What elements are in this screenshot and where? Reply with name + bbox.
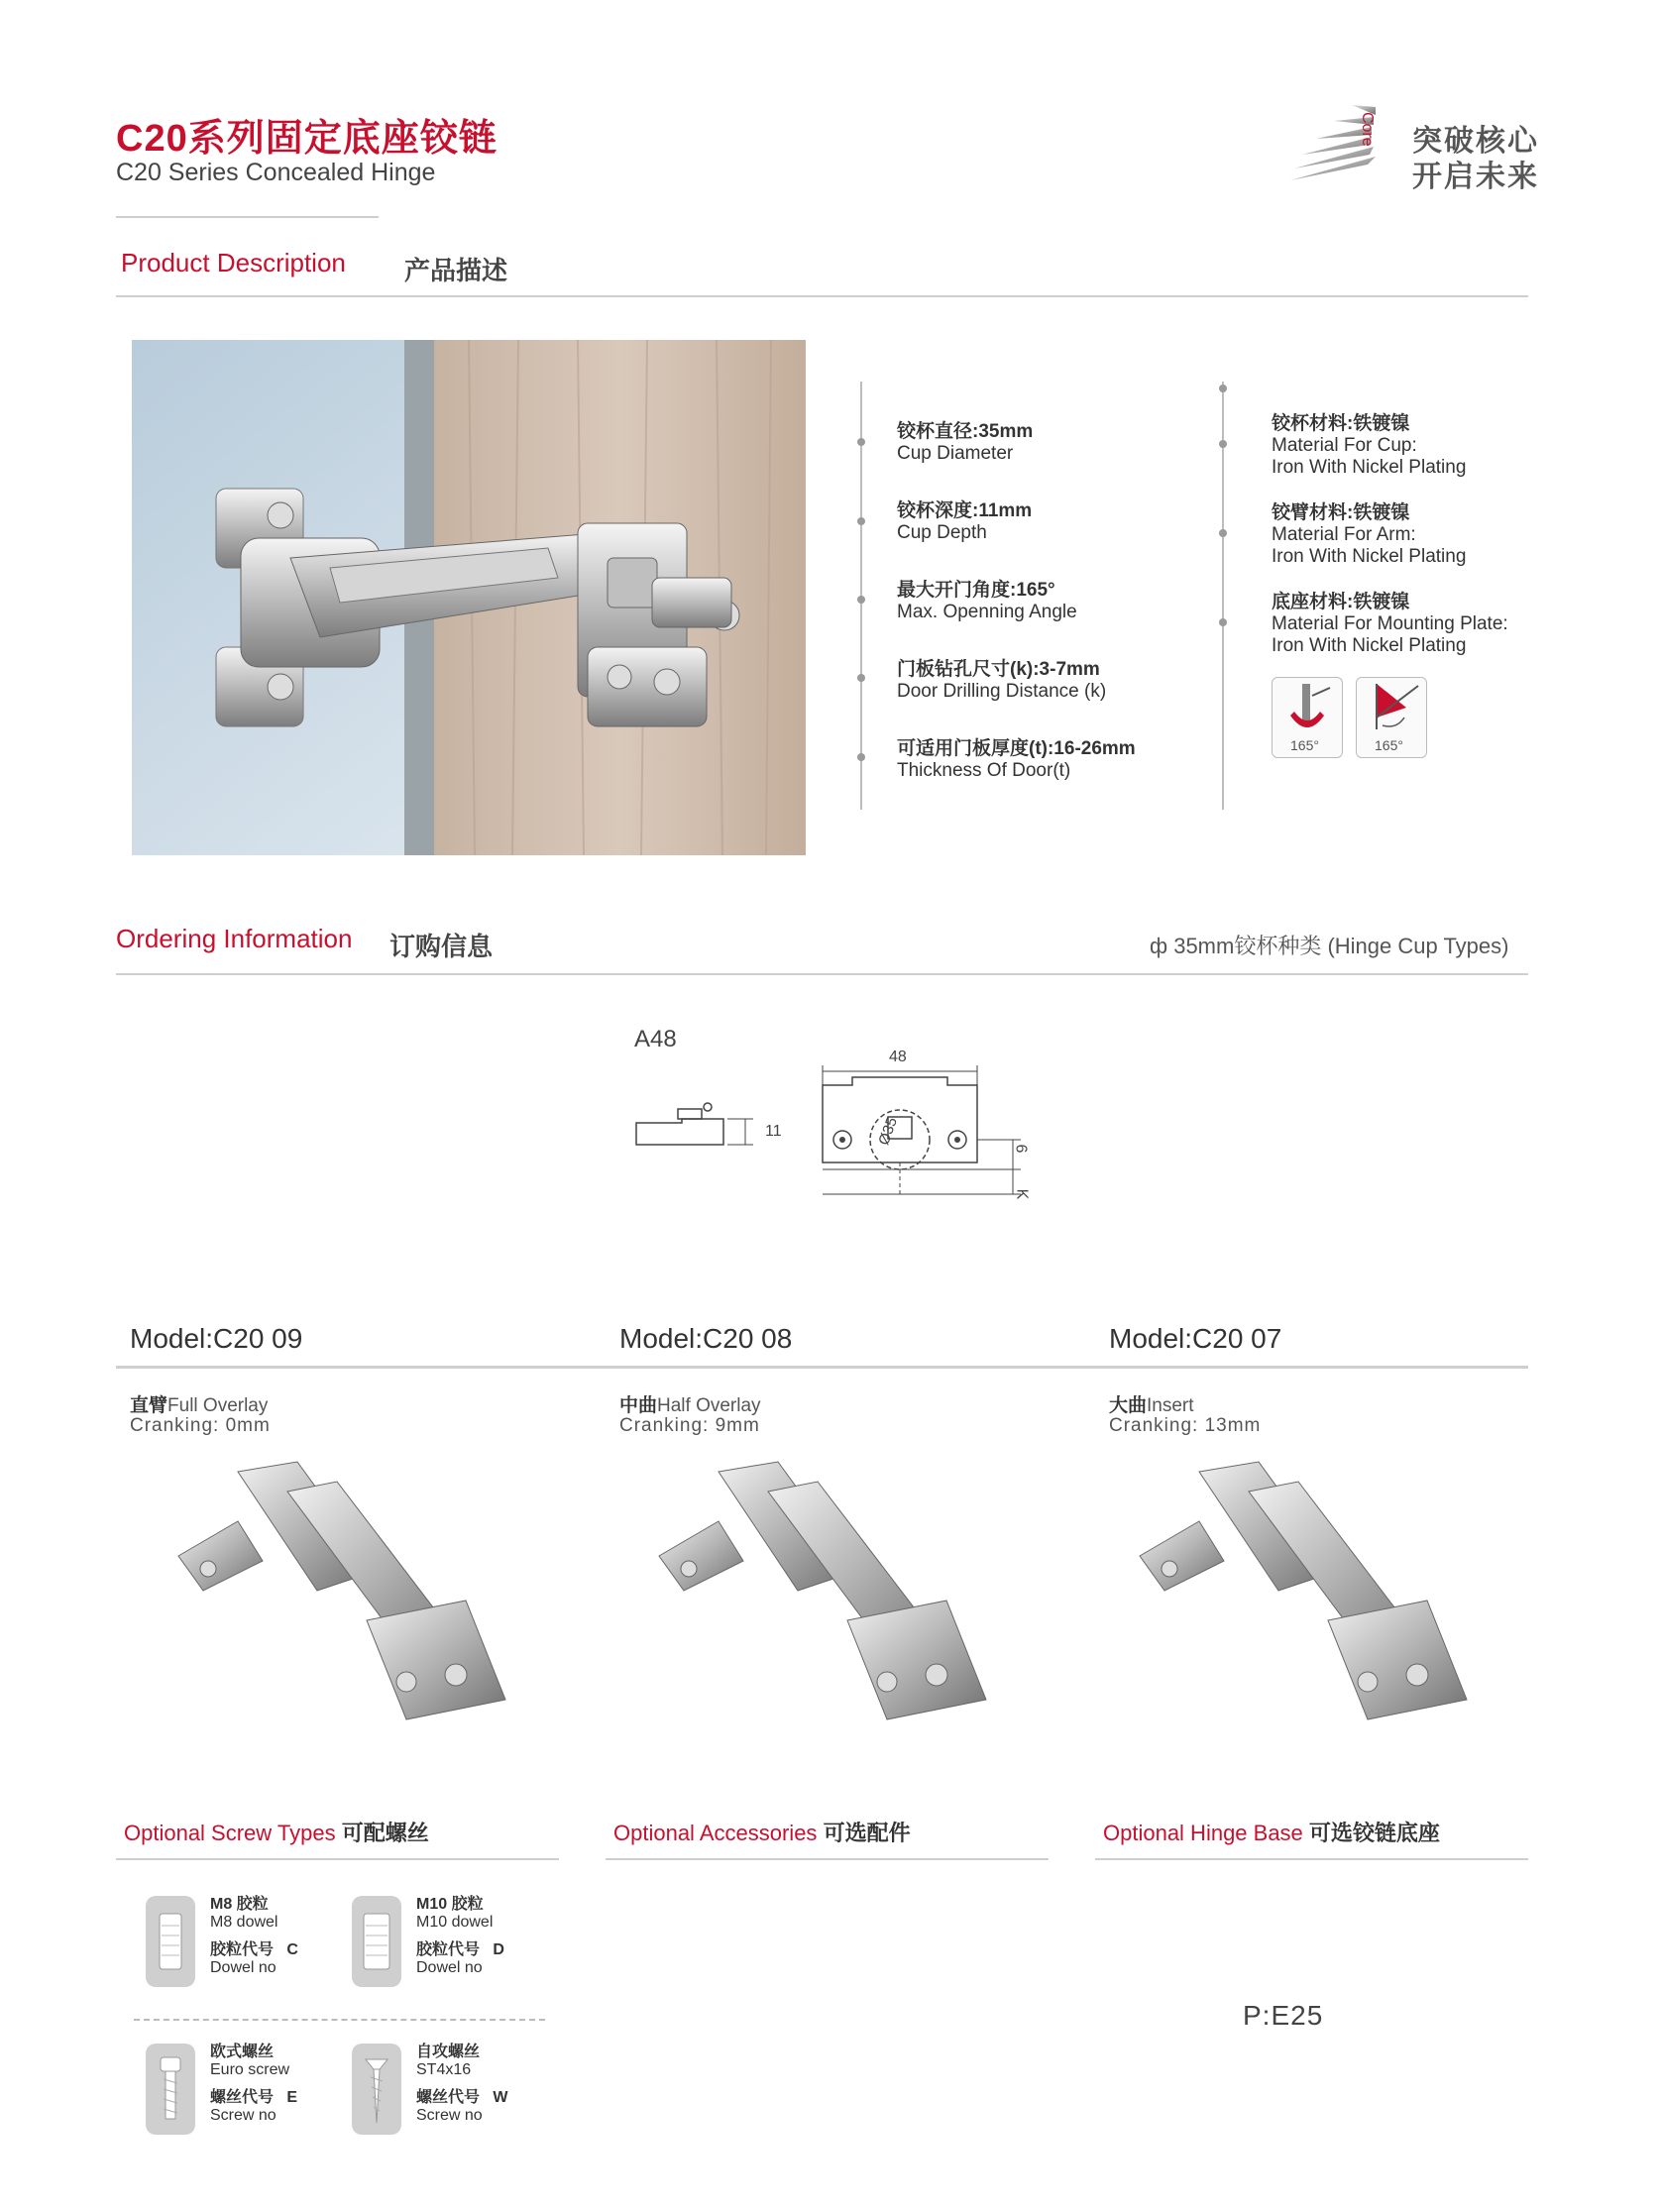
section-divider [116, 295, 1528, 297]
spec-title: 门板钻孔尺寸(k):3-7mm [897, 659, 1100, 680]
code-value: E [286, 2089, 298, 2106]
model-c2009-cranking: Cranking: 0mm [130, 1415, 271, 1436]
m10-dowel-icon [352, 1896, 401, 1987]
spec-drilling-distance [897, 654, 1106, 703]
section-divider [116, 973, 1528, 975]
type-cn: 中曲 [619, 1395, 658, 1416]
spec-cup-material [1272, 408, 1466, 479]
spec-dot [1219, 440, 1227, 448]
spec-subtitle: Max. Openning Angle [897, 602, 1077, 622]
dimension-k: K [1013, 1188, 1031, 1200]
code-value: C [286, 1941, 298, 1958]
page-subtitle: C20 Series Concealed Hinge [116, 159, 436, 186]
code-label: 螺丝代号 [210, 2089, 275, 2106]
product-section-title-cn: 产品描述 [404, 256, 508, 285]
spec-subtitle: Cup Diameter [897, 443, 1014, 464]
angle-label: 165° [1290, 737, 1319, 753]
spec-opening-angle [897, 575, 1077, 623]
angle-label: 165° [1375, 737, 1403, 753]
model-c2007-cranking: Cranking: 13mm [1109, 1415, 1262, 1436]
screw-code-row [416, 2089, 507, 2107]
spec-title: 铰杯直径:35mm [897, 421, 1034, 442]
opt-cn: 可选配件 [823, 1821, 911, 1845]
screw-title: M10 胶粒 [416, 1896, 484, 1913]
screw-title: 自攻螺丝 [416, 2044, 481, 2060]
product-section-title-en: Product Description [121, 248, 346, 277]
spec-subtitle: Cup Depth [897, 522, 987, 543]
logo-core-text: Core [1359, 112, 1376, 147]
model-c2008-label: Model:C20 08 [619, 1323, 793, 1354]
hinge-cup-types: ф 35mm铰杯种类 (Hinge Cup Types) [1150, 934, 1509, 958]
spec-title: 铰杯材料:铁镀镍 [1272, 413, 1410, 434]
model-c2008-type [619, 1390, 761, 1417]
screw-subtitle: M8 dowel [210, 1914, 278, 1931]
spec-subtitle: Iron With Nickel Plating [1272, 546, 1467, 567]
optional-divider [606, 1858, 1049, 1860]
screw-dashed-divider [134, 2019, 545, 2021]
optional-divider [116, 1858, 559, 1860]
dimension-width: 48 [889, 1049, 907, 1065]
type-cn: 直臂 [130, 1395, 168, 1416]
spec-cup-depth [897, 496, 1032, 544]
spec-subtitle: Door Drilling Distance (k) [897, 681, 1107, 702]
product-photo [132, 340, 806, 855]
hinge-c2007-image [1130, 1452, 1487, 1749]
screw-subtitle: Euro screw [210, 2061, 290, 2078]
spec-title: 可适用门板厚度(t):16-26mm [897, 738, 1136, 759]
screw-title: 欧式螺丝 [210, 2044, 275, 2060]
spec-arm-material [1272, 498, 1466, 568]
spec-subtitle: Thickness Of Door(t) [897, 760, 1071, 781]
opt-en: Optional Hinge Base [1103, 1821, 1303, 1845]
m8-dowel-info [210, 1896, 298, 1977]
screw-subtitle: M10 dowel [416, 1914, 494, 1931]
spec-dot [1219, 529, 1227, 537]
drawing-label: A48 [634, 1026, 677, 1052]
angle-sector-icon [1357, 678, 1426, 737]
optional-hinge-base-title [1103, 1817, 1440, 1847]
optional-screw-types-title [124, 1817, 429, 1847]
spec-subtitle: Material For Cup: [1272, 435, 1417, 456]
ordering-section-title-cn: 订购信息 [389, 932, 494, 961]
spec-door-thickness [897, 733, 1136, 782]
spec-dot [1219, 618, 1227, 626]
spec-title: 底座材料:铁镀镍 [1272, 592, 1410, 612]
model-c2009-label: Model:C20 09 [130, 1323, 303, 1354]
optional-accessories-title [613, 1817, 911, 1847]
spec-dot [857, 674, 865, 682]
model-c2007-label: Model:C20 07 [1109, 1323, 1282, 1354]
screw-subtitle: ST4x16 [416, 2061, 472, 2078]
euro-screw-info [210, 2044, 297, 2125]
code-label: 胶粒代号 [210, 1941, 275, 1958]
code-value: D [493, 1941, 504, 1958]
screw-code-row [210, 2089, 297, 2107]
opt-cn: 可选铰链底座 [1308, 1821, 1440, 1845]
spec-dot [1219, 385, 1227, 392]
screw-code-sub: Dowel no [416, 1959, 483, 1976]
spec-title: 铰杯深度:11mm [897, 500, 1033, 521]
spec-dot [857, 517, 865, 525]
hinge-c2009-image [168, 1452, 525, 1749]
m10-dowel-info [416, 1896, 504, 1977]
model-c2009-type [130, 1390, 268, 1417]
spec-title: 铰臂材料:铁镀镍 [1272, 502, 1410, 523]
optional-divider [1095, 1858, 1528, 1860]
opt-cn: 可配螺丝 [341, 1821, 429, 1845]
euro-screw-icon [146, 2044, 195, 2135]
spec-dot [857, 438, 865, 446]
type-en: Insert [1147, 1395, 1194, 1416]
code-label: 螺丝代号 [416, 2089, 481, 2106]
opening-angle-icon [1356, 677, 1427, 758]
self-tapping-screw-info [416, 2044, 507, 2125]
dimension-offset: 6 [1012, 1144, 1030, 1154]
spec-cup-diameter [897, 416, 1033, 465]
type-cn: 大曲 [1109, 1395, 1148, 1416]
logo-slogan-2: 开启未来 [1412, 161, 1539, 193]
logo-slogan-1: 突破核心 [1412, 125, 1539, 158]
m8-dowel-icon [146, 1896, 195, 1987]
screw-code-sub: Screw no [210, 2107, 277, 2124]
hinge-c2008-image [649, 1452, 1006, 1749]
spec-title: 最大开门角度:165° [897, 580, 1055, 601]
spec-dot [857, 753, 865, 761]
screw-code-row [210, 1941, 298, 1959]
screw-code-sub: Screw no [416, 2107, 483, 2124]
self-tapping-screw-icon [352, 2044, 401, 2135]
opt-en: Optional Screw Types [124, 1821, 336, 1845]
model-c2007-type [1109, 1390, 1194, 1417]
spec-dot [857, 596, 865, 604]
title-underline [116, 216, 379, 218]
page-title: C20系列固定底座铰链 [116, 118, 498, 160]
opening-angle-icon [1272, 677, 1343, 758]
type-en: Half Overlay [657, 1395, 761, 1416]
spec-subtitle: Iron With Nickel Plating [1272, 635, 1467, 656]
models-divider [116, 1366, 1528, 1369]
dimension-depth: 11 [765, 1123, 782, 1140]
spec-subtitle: Material For Arm: [1272, 524, 1416, 545]
code-value: W [493, 2089, 508, 2106]
spec-subtitle: Material For Mounting Plate: [1272, 613, 1508, 634]
screw-code-sub: Dowel no [210, 1959, 277, 1976]
code-label: 胶粒代号 [416, 1941, 481, 1958]
dimension-diameter: Ø35 [875, 1115, 902, 1148]
angle-diagram-icon [1273, 678, 1342, 737]
ordering-section-title-en: Ordering Information [116, 924, 353, 953]
type-en: Full Overlay [167, 1395, 269, 1416]
spec-plate-material [1272, 587, 1508, 657]
opt-en: Optional Accessories [613, 1821, 818, 1845]
screw-code-row [416, 1941, 504, 1959]
spec-subtitle: Iron With Nickel Plating [1272, 457, 1467, 478]
cup-technical-drawing [624, 1046, 1041, 1224]
model-c2008-cranking: Cranking: 9mm [619, 1415, 760, 1436]
page-number: P:E25 [1243, 2000, 1324, 2031]
screw-title: M8 胶粒 [210, 1896, 269, 1913]
